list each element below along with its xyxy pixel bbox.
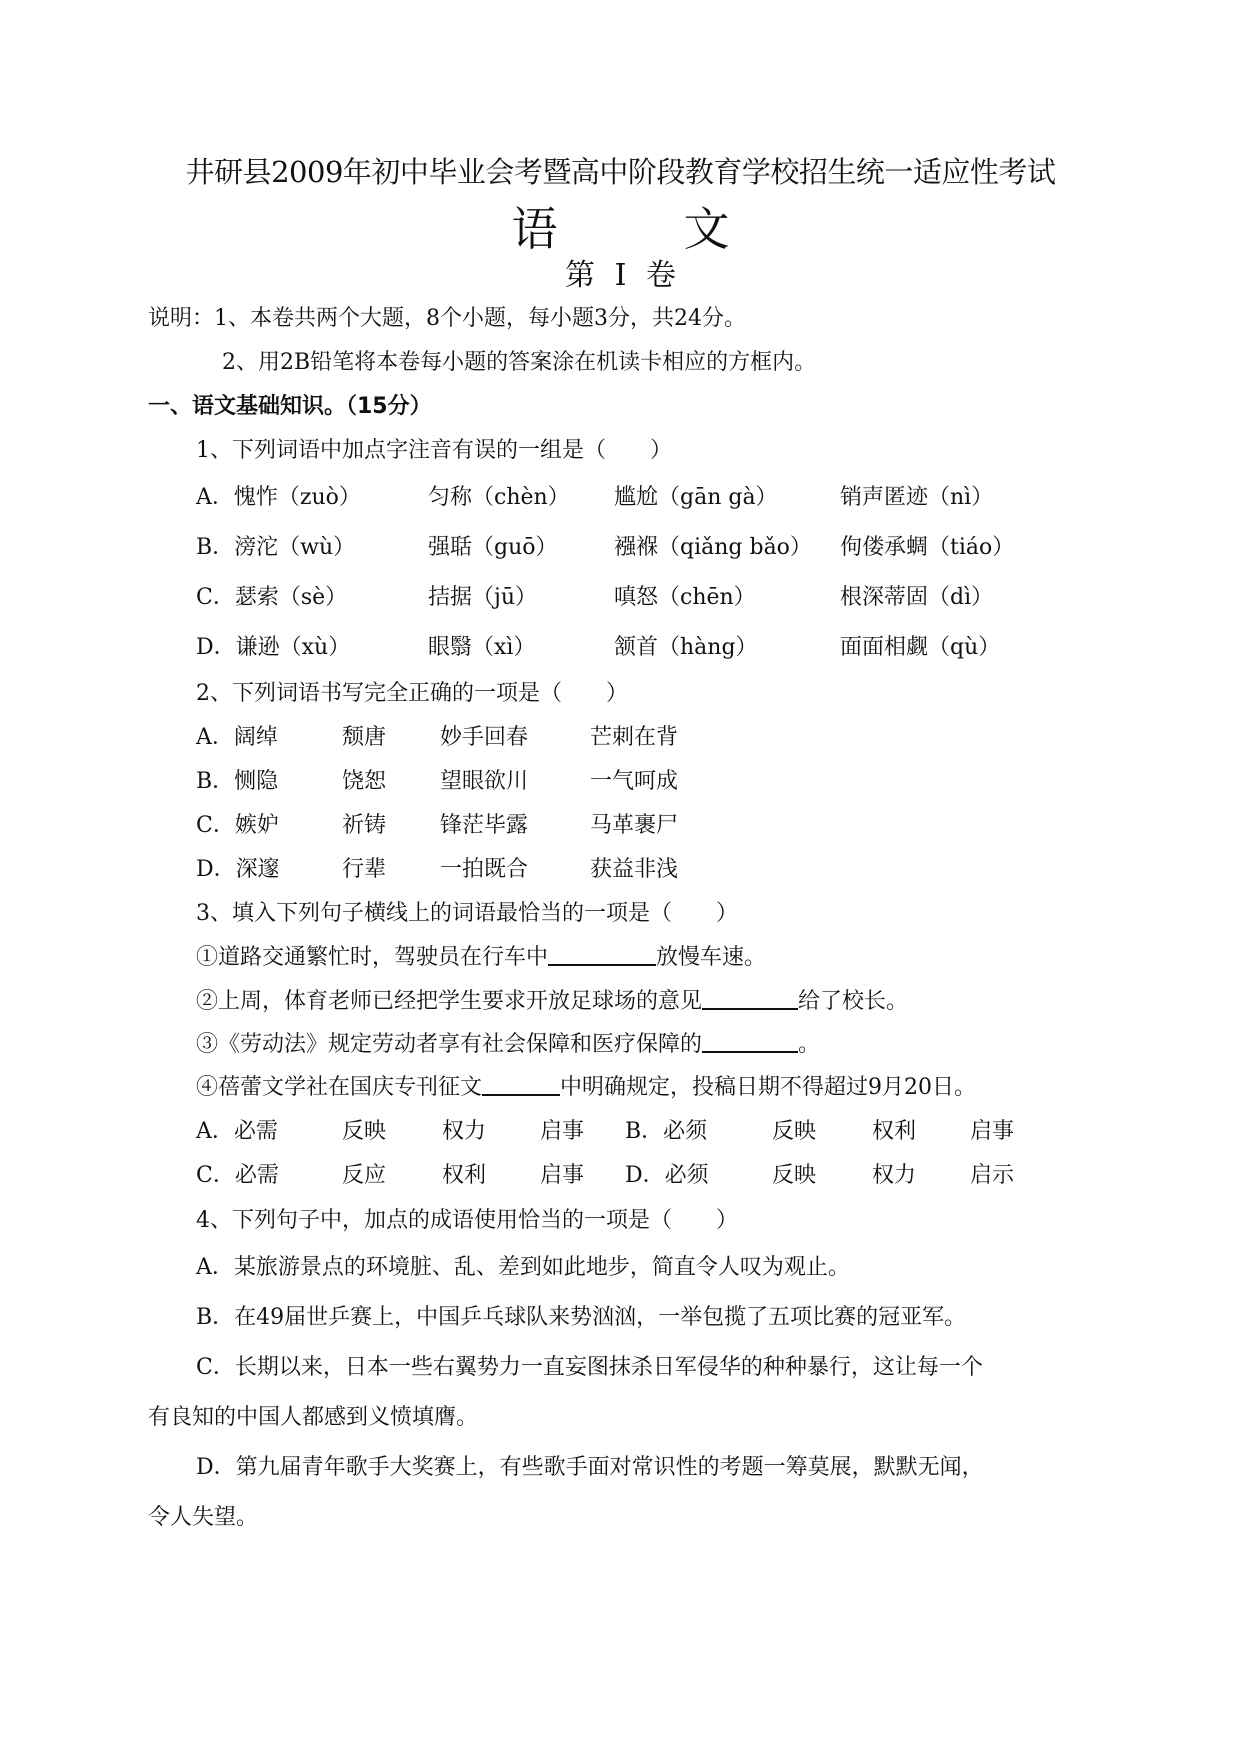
q1-option-row-4-item-3: 颔首（hàng） — [614, 635, 758, 660]
q1-option-row-2-item-2: 强聒（guō） — [428, 535, 558, 560]
sentence-text: ③《劳动法》规定劳动者享有社会保障和医疗保障的 — [196, 1032, 703, 1057]
instruction-line-2: 2、用2B铅笔将本卷每小题的答案涂在机读卡相应的方框内。 — [222, 350, 817, 375]
question-4-option-c-line-1: C．长期以来，日本一些右翼势力一直妄图抹杀日军侵华的种种暴行，这让每一个 — [196, 1355, 983, 1380]
fill-blank — [482, 1074, 560, 1096]
q1-option-row-4-item-2: 眼翳（xì） — [428, 635, 536, 660]
q3-option-row-2-item-8: 启示 — [970, 1163, 1015, 1188]
q1-option-row-3-item-2: 拮据（jū） — [428, 585, 537, 610]
fill-blank — [702, 1031, 798, 1053]
q3-option-row-1-item-6: 反映 — [772, 1119, 817, 1144]
question-3-sentence-2 — [196, 984, 908, 1015]
q2-option-row-4-item-4: 获益非浅 — [590, 857, 679, 882]
question-4-option-b: B．在49届世乒赛上，中国乒乓球队来势汹汹，一举包揽了五项比赛的冠亚军。 — [196, 1305, 967, 1330]
q2-option-row-1-item-3: 妙手回春 — [440, 725, 529, 750]
q2-option-row-2-item-4: 一气呵成 — [590, 769, 679, 794]
sentence-text: 放慢车速。 — [656, 945, 767, 970]
q1-option-row-2-item-1: B．滂沱（wù） — [196, 535, 356, 560]
q3-option-row-2-item-6: 反映 — [772, 1163, 817, 1188]
q3-option-row-1-item-5: B．必须 — [625, 1119, 708, 1144]
question-4-option-a: A．某旅游景点的环境脏、乱、差到如此地步，简直令人叹为观止。 — [196, 1255, 850, 1280]
q2-option-row-3-item-3: 锋茫毕露 — [440, 813, 529, 838]
section-heading: 一、语文基础知识。（15分） — [148, 394, 432, 419]
volume-title: 第 Ⅰ 卷 — [565, 258, 676, 293]
sentence-text: ①道路交通繁忙时，驾驶员在行车中 — [196, 945, 549, 970]
q2-option-row-3-item-2: 祈铸 — [342, 813, 387, 838]
q3-option-row-1-item-3: 权力 — [442, 1119, 487, 1144]
subject-char-2: 文 — [683, 202, 730, 256]
fill-blank — [548, 944, 656, 966]
q3-option-row-2-item-1: C．必需 — [196, 1163, 279, 1188]
q2-option-row-4-item-2: 行辈 — [342, 857, 387, 882]
q2-option-row-1-item-2: 颓唐 — [342, 725, 387, 750]
q2-option-row-1-item-1: A．阔绰 — [196, 725, 278, 750]
q2-option-row-4-item-1: D．深邃 — [196, 857, 280, 882]
sentence-text: ②上周，体育老师已经把学生要求开放足球场的意见 — [196, 989, 703, 1014]
question-1-stem: 1、下列词语中加点字注音有误的一组是（ ） — [196, 438, 672, 463]
q1-option-row-4-item-4: 面面相觑（qù） — [840, 635, 1001, 660]
q1-option-row-3-item-3: 嗔怒（chēn） — [614, 585, 756, 610]
question-3-sentence-4 — [196, 1070, 976, 1101]
q3-option-row-1-item-1: A．必需 — [196, 1119, 278, 1144]
sentence-text: 。 — [798, 1032, 821, 1057]
q3-option-row-2-item-5: D．必须 — [625, 1163, 709, 1188]
exam-title: 井研县2009年初中毕业会考暨高中阶段教育学校招生统一适应性考试 — [185, 155, 1056, 189]
q1-option-row-4-item-1: D．谦逊（xù） — [196, 635, 351, 660]
q3-option-row-2-item-4: 启事 — [540, 1163, 585, 1188]
q3-option-row-2-item-7: 权力 — [872, 1163, 917, 1188]
q1-option-row-1-item-4: 销声匿迹（nì） — [840, 485, 994, 510]
q1-option-row-3-item-1: C．瑟索（sè） — [196, 585, 348, 610]
instruction-line-1: 说明：1、本卷共两个大题，8个小题，每小题3分，共24分。 — [148, 306, 746, 331]
q3-option-row-1-item-4: 启事 — [540, 1119, 585, 1144]
q1-option-row-1-item-2: 匀称（chèn） — [428, 485, 570, 510]
q2-option-row-4-item-3: 一拍既合 — [440, 857, 529, 882]
question-4-option-c-line-2: 有良知的中国人都感到义愤填膺。 — [148, 1405, 479, 1430]
question-2-stem: 2、下列词语书写完全正确的一项是（ ） — [196, 681, 628, 706]
q2-option-row-3-item-4: 马革裹尸 — [590, 813, 679, 838]
question-3-stem: 3、填入下列句子横线上的词语最恰当的一项是（ ） — [196, 901, 738, 926]
q1-option-row-3-item-4: 根深蒂固（dì） — [840, 585, 994, 610]
question-4-stem: 4、下列句子中，加点的成语使用恰当的一项是（ ） — [196, 1208, 738, 1233]
q2-option-row-1-item-4: 芒刺在背 — [590, 725, 679, 750]
sentence-text: 中明确规定，投稿日期不得超过9月20日。 — [560, 1075, 977, 1100]
q1-option-row-2-item-3: 襁褓（qiǎng bǎo） — [614, 535, 812, 560]
question-3-sentence-3 — [196, 1027, 820, 1058]
question-4-option-d-line-2: 令人失望。 — [148, 1505, 259, 1530]
q2-option-row-2-item-1: B．恻隐 — [196, 769, 279, 794]
q3-option-row-1-item-2: 反映 — [342, 1119, 387, 1144]
q1-option-row-1-item-3: 尴尬（gān gà） — [614, 485, 778, 510]
q1-option-row-2-item-4: 佝偻承蜩（tiáo） — [840, 535, 1015, 560]
question-4-option-d-line-1: D．第九届青年歌手大奖赛上，有些歌手面对常识性的考题一筹莫展，默默无闻， — [196, 1455, 984, 1480]
sentence-text: ④蓓蕾文学社在国庆专刊征文 — [196, 1075, 483, 1100]
subject-char-1: 语 — [511, 202, 558, 256]
q3-option-row-1-item-7: 权利 — [872, 1119, 917, 1144]
q3-option-row-1-item-8: 启事 — [970, 1119, 1015, 1144]
sentence-text: 给了校长。 — [798, 989, 909, 1014]
q2-option-row-3-item-1: C．嫉妒 — [196, 813, 279, 838]
q3-option-row-2-item-3: 权利 — [442, 1163, 487, 1188]
q2-option-row-2-item-3: 望眼欲川 — [440, 769, 529, 794]
question-3-sentence-1 — [196, 940, 766, 971]
q2-option-row-2-item-2: 饶恕 — [342, 769, 387, 794]
q3-option-row-2-item-2: 反应 — [342, 1163, 387, 1188]
fill-blank — [702, 988, 798, 1010]
q1-option-row-1-item-1: A．愧怍（zuò） — [196, 485, 361, 510]
